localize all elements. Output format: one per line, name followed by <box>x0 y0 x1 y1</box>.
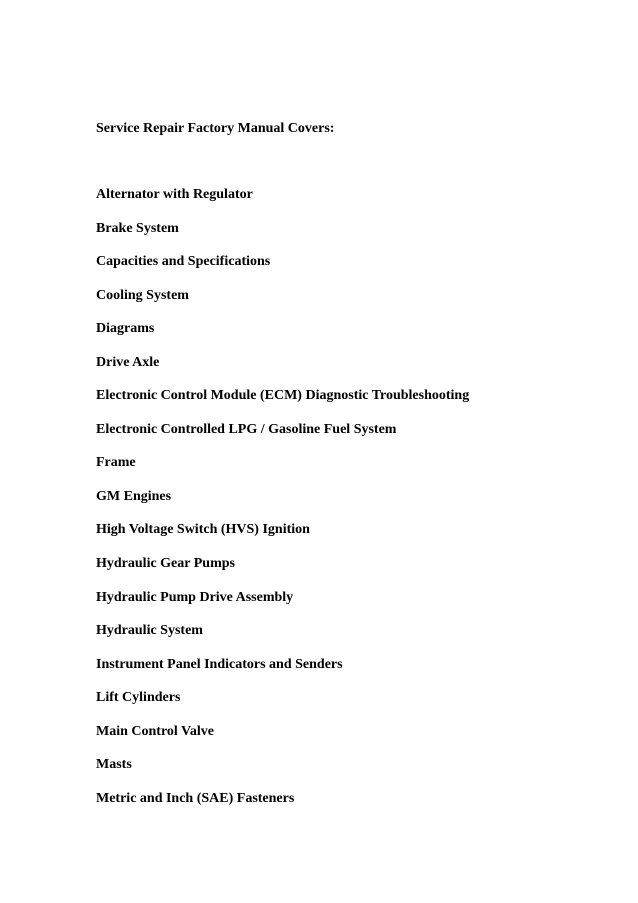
topic-item: Alternator with Regulator <box>96 187 253 202</box>
topic-item: Hydraulic System <box>96 623 203 639</box>
topic-item: Electronic Control Module (ECM) Diagnostic Troubleshooting <box>96 388 470 404</box>
topic-item: Main Control Valve <box>96 723 214 739</box>
topic-item: Frame <box>96 455 136 471</box>
topic-item: Capacities and Specifications <box>96 254 271 270</box>
topic-item: Diagrams <box>96 321 155 337</box>
topic-item: Metric and Inch (SAE) Fasteners <box>96 790 295 806</box>
topic-item: Masts <box>96 757 132 773</box>
topic-item: Hydraulic Pump Drive Assembly <box>96 589 294 605</box>
topic-item: GM Engines <box>96 488 172 504</box>
topic-item: Lift Cylinders <box>96 690 181 706</box>
topic-item: Hydraulic Gear Pumps <box>96 556 235 572</box>
topic-item: Cooling System <box>96 287 189 303</box>
topic-list <box>96 186 469 823</box>
topic-item: Instrument Panel Indicators and Senders <box>96 656 343 672</box>
topic-item: Drive Axle <box>96 354 160 370</box>
topic-item: Brake System <box>96 220 179 236</box>
manual-covers-heading: Service Repair Factory Manual Covers: <box>96 121 335 136</box>
topic-item: High Voltage Switch (HVS) Ignition <box>96 522 310 538</box>
topic-item: Electronic Controlled LPG / Gasoline Fuel System <box>96 421 397 437</box>
